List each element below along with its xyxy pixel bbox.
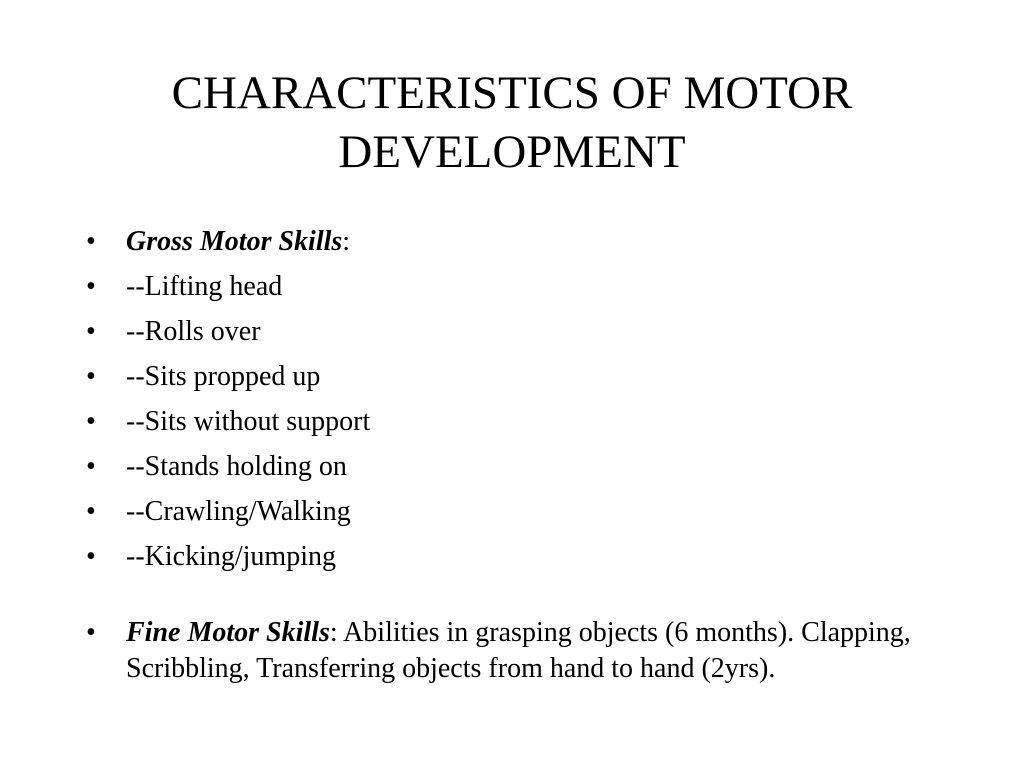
bullet-icon: • <box>86 496 96 527</box>
bullet-list <box>86 224 946 696</box>
bullet-icon: • <box>86 541 96 572</box>
bullet-icon: • <box>86 316 96 347</box>
slide-title: CHARACTERISTICS OF MOTOR DEVELOPMENT <box>171 67 853 178</box>
list-item <box>86 494 946 530</box>
list-item <box>86 359 946 395</box>
list-item-text: --Sits propped up <box>126 361 321 392</box>
gross-motor-skills-colon: : <box>342 226 351 257</box>
gross-motor-skills-label: Gross Motor Skills <box>126 226 343 257</box>
list-item-text: --Rolls over <box>126 316 261 347</box>
bullet-gross-motor-skills <box>86 224 946 260</box>
bullet-icon: • <box>86 361 96 392</box>
list-item <box>86 539 946 575</box>
bullet-icon: • <box>86 617 96 648</box>
list-item <box>86 269 946 305</box>
list-item-text: --Kicking/jumping <box>126 541 336 572</box>
fine-motor-skills-label: Fine Motor Skills <box>126 617 330 648</box>
bullet-fine-motor-skills <box>86 615 946 687</box>
list-item <box>86 314 946 350</box>
list-item-text: --Sits without support <box>126 406 371 437</box>
fine-motor-skills-text: : Abilities in grasping objects (6 months). Clapping, Scribbling, Transferring objects from hand to hand (2yrs). <box>126 617 911 684</box>
list-item <box>86 404 946 440</box>
list-item-text: --Lifting head <box>126 271 283 302</box>
list-item-text: --Crawling/Walking <box>126 496 351 527</box>
list-item-text: --Stands holding on <box>126 451 347 482</box>
bullet-icon: • <box>86 271 96 302</box>
bullet-icon: • <box>86 451 96 482</box>
bullet-icon: • <box>86 406 96 437</box>
list-item <box>86 449 946 485</box>
bullet-icon: • <box>86 226 96 257</box>
